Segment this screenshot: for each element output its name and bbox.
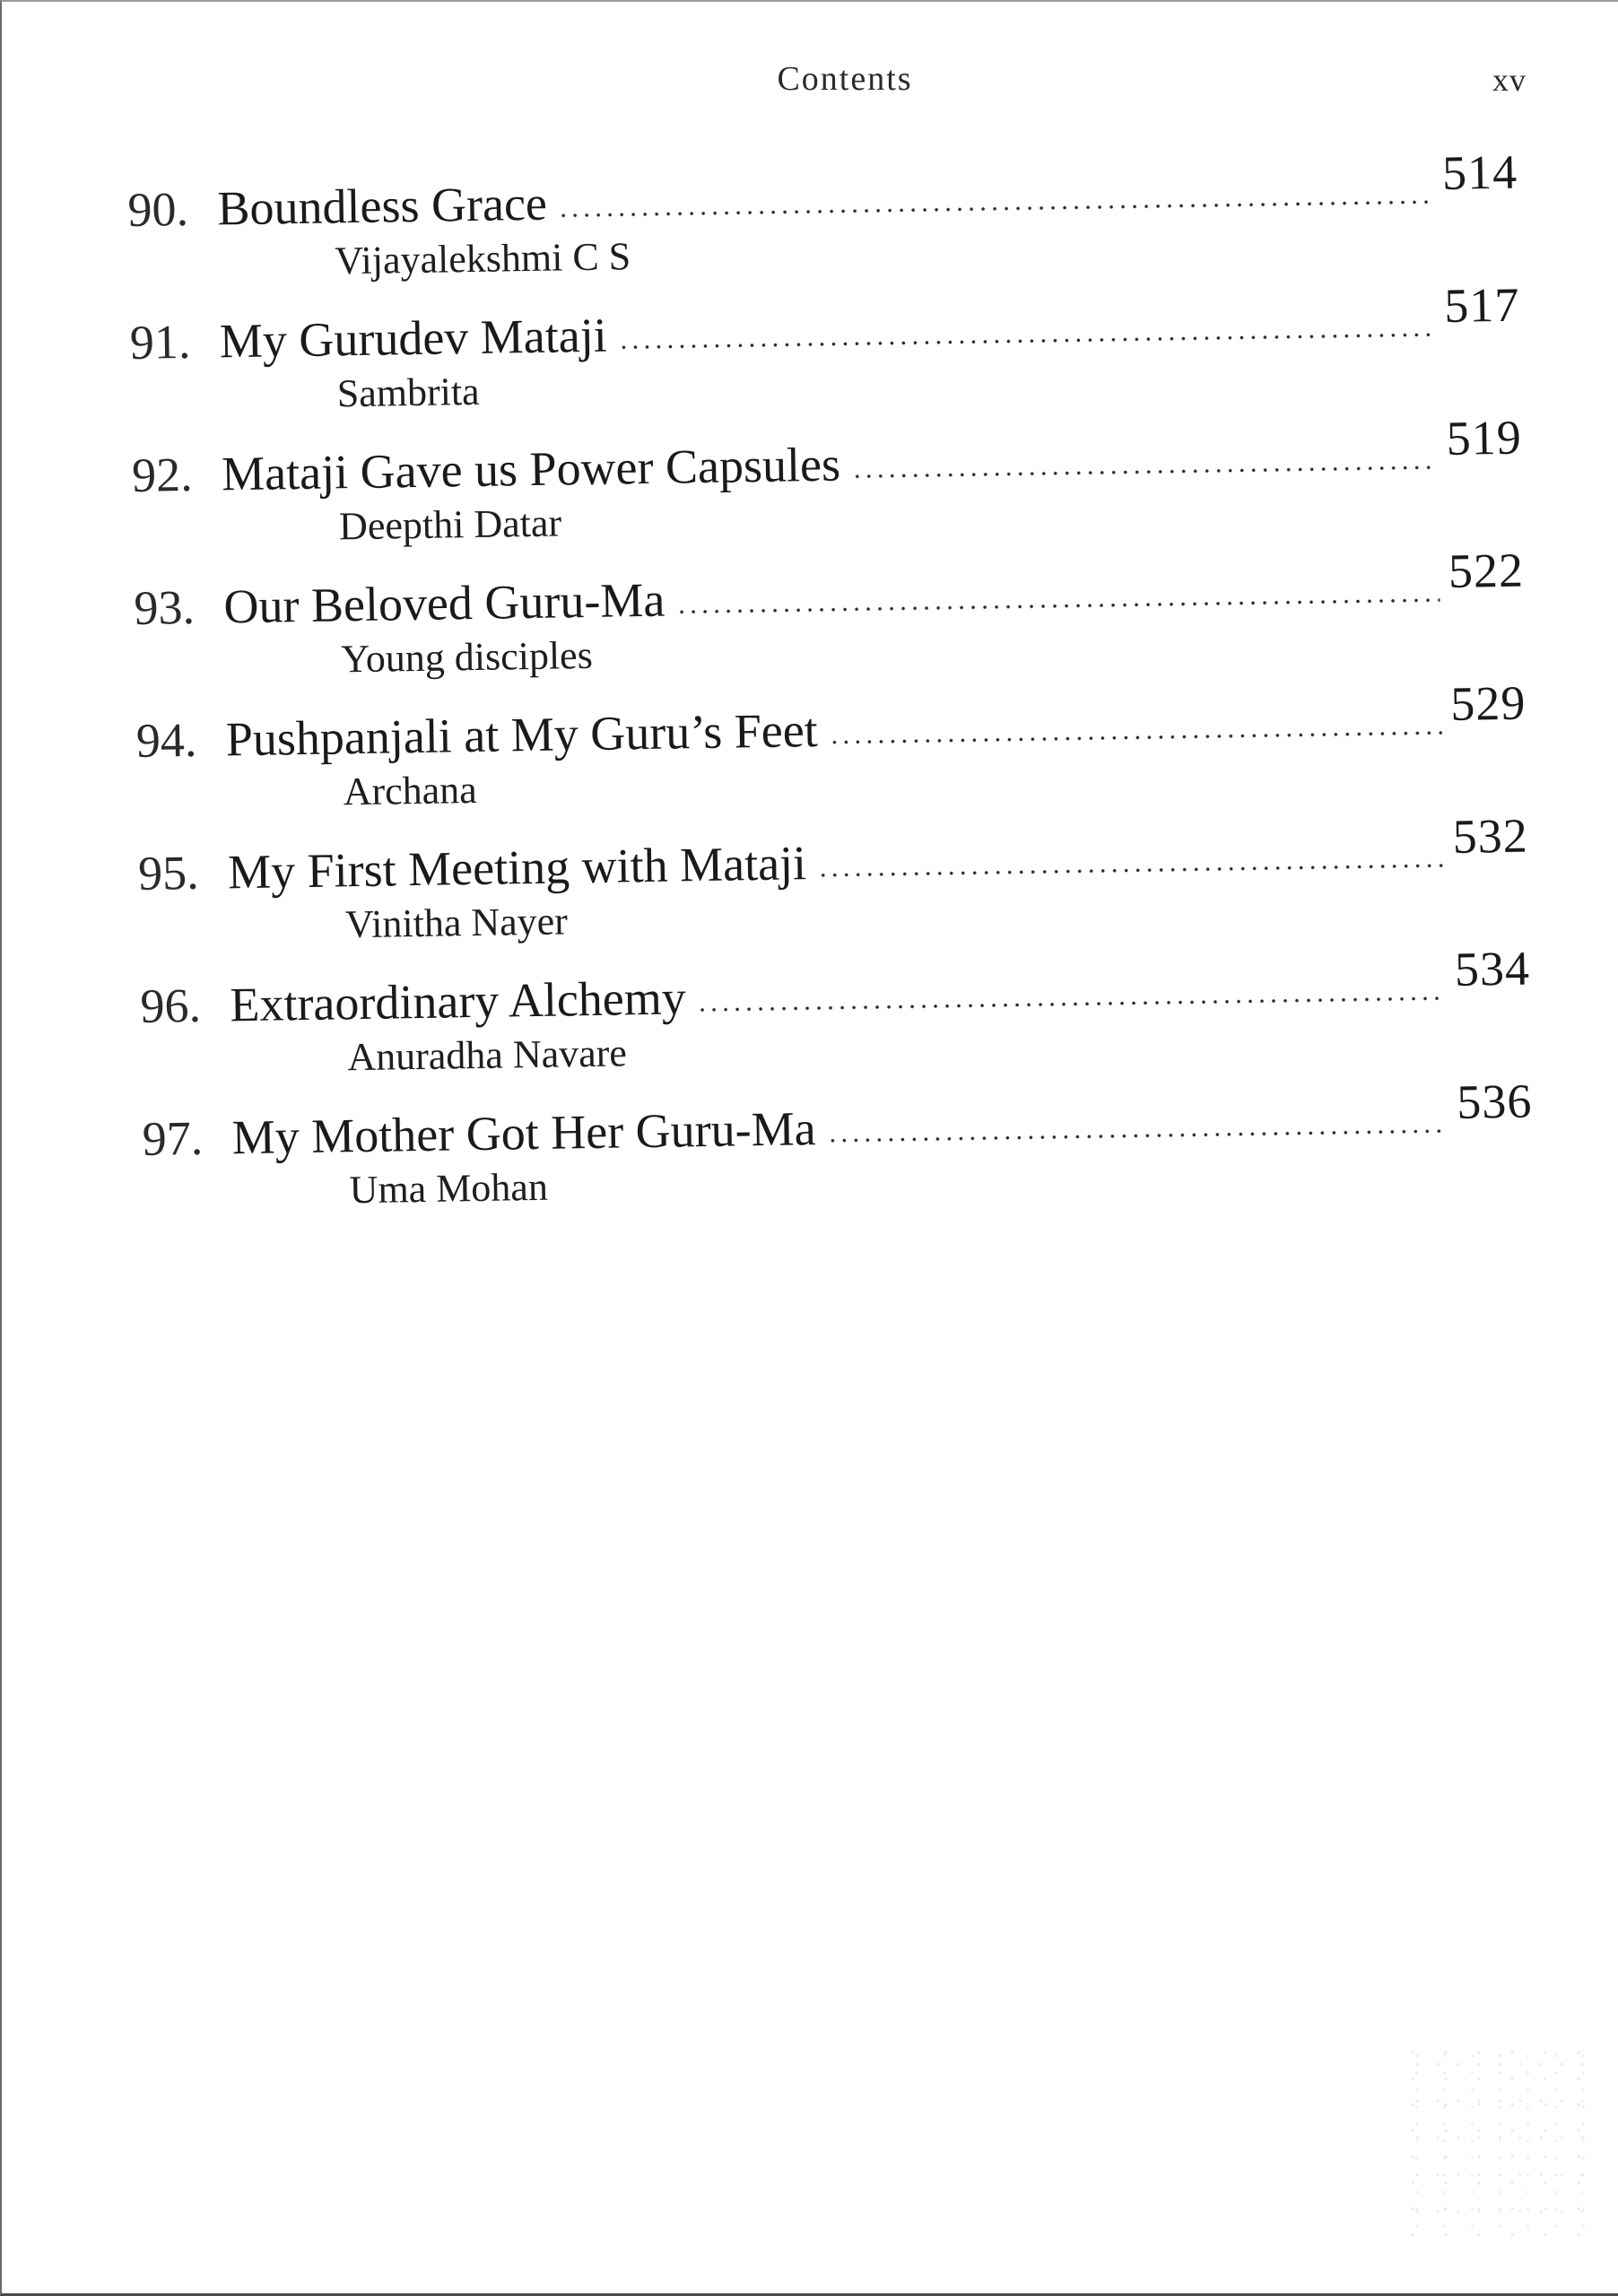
entry-title: Our Beloved Guru-Ma	[222, 572, 665, 634]
entry-page-number: 519	[1446, 410, 1523, 465]
dot-leader	[617, 311, 1435, 351]
entry-author: Uma Mohan	[349, 1164, 549, 1213]
entry-title: Mataji Gave us Power Capsules	[221, 437, 841, 501]
entry-author: Archana	[343, 767, 478, 814]
entry-page-number: 532	[1452, 808, 1529, 864]
entry-page-number: 534	[1454, 941, 1531, 996]
entry-page-number: 514	[1441, 144, 1518, 200]
entry-author: Young disciples	[341, 632, 594, 682]
entry-page-number: 522	[1448, 543, 1525, 598]
entry-page-number: 529	[1449, 675, 1527, 731]
dot-leader	[826, 1108, 1448, 1144]
entry-number: 91.	[129, 314, 191, 370]
dot-leader	[817, 842, 1444, 879]
toc-entry-94	[135, 675, 1527, 845]
running-head	[2, 59, 1618, 113]
toc-entry-90	[127, 144, 1519, 314]
toc-entry-93	[134, 543, 1526, 712]
entry-author: Vinitha Nayer	[344, 899, 569, 947]
entry-number: 94.	[135, 712, 197, 768]
toc-entry-92	[131, 410, 1524, 579]
entry-title: Pushpanjali at My Guru’s Feet	[225, 702, 819, 767]
scan-speckle	[1403, 2042, 1600, 2239]
entry-number: 90.	[127, 181, 189, 237]
table-of-contents	[127, 144, 1534, 1243]
entry-number: 95.	[137, 845, 200, 900]
entry-number: 97.	[142, 1110, 204, 1166]
running-title: Contents	[777, 60, 913, 98]
entry-title: My First Meeting with Mataji	[227, 836, 807, 900]
entry-page-number: 536	[1456, 1074, 1533, 1129]
entry-author: Anuradha Navare	[346, 1031, 628, 1080]
dot-leader	[828, 709, 1441, 746]
entry-title: Extraordinary Alchemy	[229, 970, 687, 1032]
toc-entry-91	[129, 277, 1521, 447]
dot-leader	[697, 975, 1447, 1013]
entry-number: 96.	[139, 978, 202, 1033]
toc-entry-95	[137, 808, 1530, 978]
entry-number: 92.	[131, 447, 194, 502]
entry-page-number: 517	[1443, 277, 1520, 333]
dot-leader	[851, 444, 1439, 480]
entry-author: Vijayalekshmi C S	[335, 234, 631, 283]
dot-leader	[675, 577, 1440, 615]
dot-leader	[558, 178, 1434, 219]
entry-author: Sambrita	[336, 369, 480, 416]
toc-entry-96	[139, 941, 1532, 1110]
entry-title: My Mother Got Her Guru-Ma	[231, 1101, 817, 1165]
entry-author: Deepthi Datar	[338, 500, 562, 549]
entry-title: Boundless Grace	[217, 176, 548, 236]
page-number: xv	[1492, 62, 1527, 98]
toc-entry-97	[142, 1074, 1534, 1243]
entry-number: 93.	[134, 579, 196, 635]
entry-title: My Gurudev Mataji	[219, 308, 608, 369]
